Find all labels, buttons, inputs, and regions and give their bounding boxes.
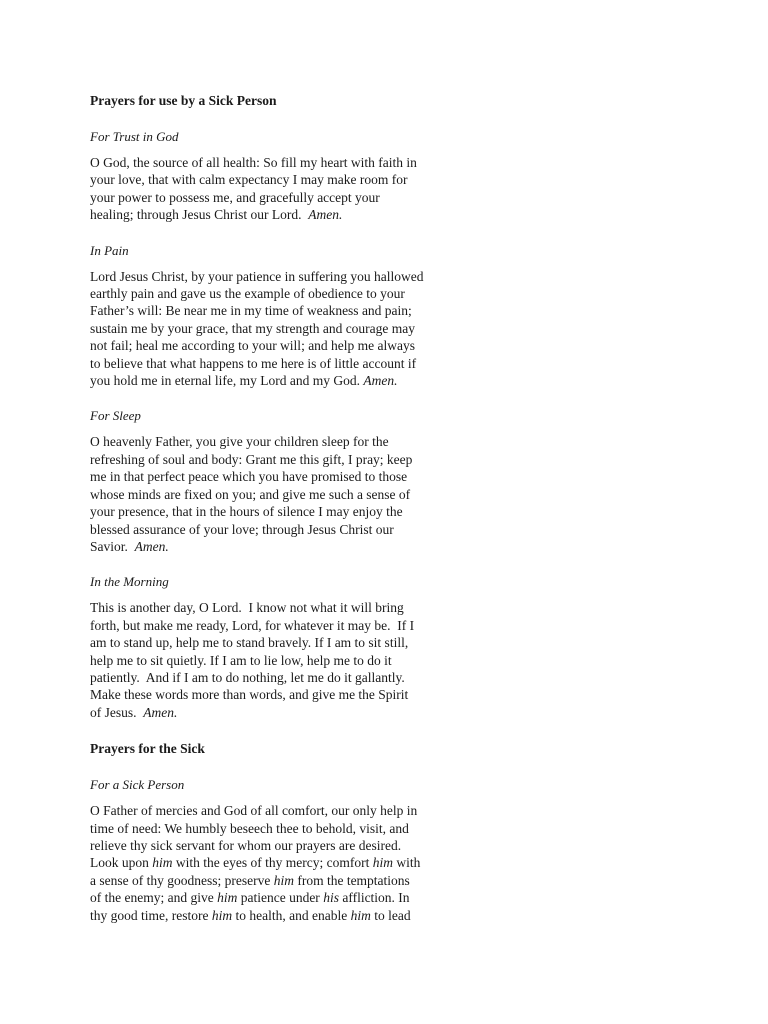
italic-run: him [211, 907, 233, 923]
text-run: to lead [370, 907, 411, 923]
text-run: sustain me by your grace, that my strength and courage may [90, 320, 416, 336]
text-run: whose minds are fixed on you; and give me such a sense of [90, 486, 411, 502]
text-run: relieve thy sick servant for whom our prayers are desired. [90, 837, 402, 853]
document-page [90, 91, 470, 924]
section-heading: Prayers for the Sick [90, 741, 205, 757]
text-line [90, 285, 470, 302]
text-run: earthly pain and gave us the example of obedience to your [90, 286, 405, 302]
text-run: Father’s will: Be near me in my time of weakness and pain; [90, 303, 412, 319]
text-run: forth, but make me ready, Lord, for whatever it may be. If I [90, 617, 415, 633]
text-run: affliction. In [338, 890, 410, 906]
prayer-title: For Trust in God [90, 129, 179, 144]
prayer-text [90, 154, 470, 224]
text-line [90, 854, 470, 871]
text-line [90, 599, 470, 616]
italic-run: Amen. [143, 704, 178, 720]
text-run: blessed assurance of your love; through Jesus Christ our [90, 521, 394, 537]
text-run: Look upon [90, 855, 153, 871]
text-run: of the enemy; and give [90, 890, 218, 906]
prayer-title: For a Sick Person [90, 777, 185, 793]
text-run: Make these words more than words, and give me the Spirit [90, 687, 409, 703]
text-run: patience under [237, 890, 324, 906]
text-run: O Father of mercies and God of all comfort, our only help in [90, 803, 418, 819]
text-line [90, 320, 470, 337]
text-line [90, 486, 470, 503]
text-run: to health, and enable [232, 907, 351, 923]
text-run: not fail; heal me according to your will; and help me always [90, 338, 416, 354]
text-run: your love, that with calm expectancy I may make room for [90, 172, 408, 188]
text-run: O heavenly Father, you give your children sleep for the [90, 434, 389, 450]
text-line [90, 907, 470, 924]
prayer-text [90, 802, 470, 924]
italic-run: Amen. [308, 207, 343, 223]
italic-run: him [273, 872, 294, 888]
text-run: me in that perfect peace which you have promised to those [90, 469, 408, 485]
text-line [90, 302, 470, 319]
text-line [90, 268, 470, 285]
italic-run: Amen. [134, 538, 169, 554]
text-line [90, 433, 470, 450]
text-line [90, 521, 470, 538]
text-line [90, 171, 470, 188]
text-line [90, 889, 470, 906]
text-run: time of need: We humbly beseech thee to behold, visit, and [90, 820, 409, 836]
prayer-title: In Pain [90, 242, 129, 258]
text-run: This is another day, O Lord. I know not what it will bring [90, 600, 404, 616]
text-line [90, 154, 470, 171]
text-run: with the eyes of thy mercy; comfort [172, 855, 373, 871]
text-line [90, 837, 470, 854]
prayer-title: In the Morning [90, 574, 169, 590]
text-run: from the temptations [293, 872, 410, 888]
text-line [90, 337, 470, 354]
text-run: thy good time, restore [90, 907, 212, 923]
text-line [90, 355, 470, 372]
text-run: Savior. [90, 538, 135, 554]
text-line [90, 704, 470, 721]
section-heading: Prayers for use by a Sick Person [90, 93, 277, 108]
text-line [90, 652, 470, 669]
italic-run: Amen. [363, 373, 398, 389]
text-line [90, 669, 470, 686]
text-run: healing; through Jesus Christ our Lord. [90, 207, 309, 223]
text-run: help me to sit quietly. If I am to lie low, help me to do it [90, 652, 392, 668]
text-run: of Jesus. [90, 704, 144, 720]
text-run: patiently. And if I am to do nothing, let me do it gallantly. [90, 669, 405, 685]
prayer-title: For Sleep [90, 408, 141, 424]
prayer-text [90, 433, 470, 555]
text-line [90, 820, 470, 837]
prayer-text [90, 599, 470, 721]
text-line [90, 451, 470, 468]
text-run: refreshing of soul and body: Grant me this gift, I pray; keep [90, 451, 413, 467]
text-run: with [392, 855, 421, 871]
text-run: a sense of thy goodness; preserve [90, 872, 274, 888]
text-line [90, 468, 470, 485]
text-line [90, 686, 470, 703]
italic-run: him [372, 855, 393, 871]
text-line [90, 634, 470, 651]
italic-run: him [350, 907, 371, 923]
text-line [90, 206, 470, 223]
text-run: you hold me in eternal life, my Lord and my God. [90, 373, 364, 389]
italic-run: him [217, 890, 238, 906]
text-run: your presence, that in the hours of silence I may enjoy the [90, 504, 403, 520]
text-line [90, 503, 470, 520]
text-line [90, 617, 470, 634]
text-run: O God, the source of all health: So fill my heart with faith in [90, 155, 417, 170]
text-run: to believe that what happens to me here is of little account if [90, 355, 417, 371]
text-line [90, 189, 470, 206]
text-line [90, 872, 470, 889]
italic-run: him [152, 855, 173, 871]
text-run: your power to possess me, and gracefully accept your [90, 189, 380, 205]
italic-run: his [323, 890, 339, 906]
prayer-text [90, 268, 470, 390]
text-line [90, 802, 470, 819]
text-line [90, 372, 470, 389]
text-line [90, 538, 470, 555]
text-run: Lord Jesus Christ, by your patience in suffering you hallowed [90, 268, 424, 284]
text-run: am to stand up, help me to stand bravely. If I am to sit still, [90, 635, 409, 651]
